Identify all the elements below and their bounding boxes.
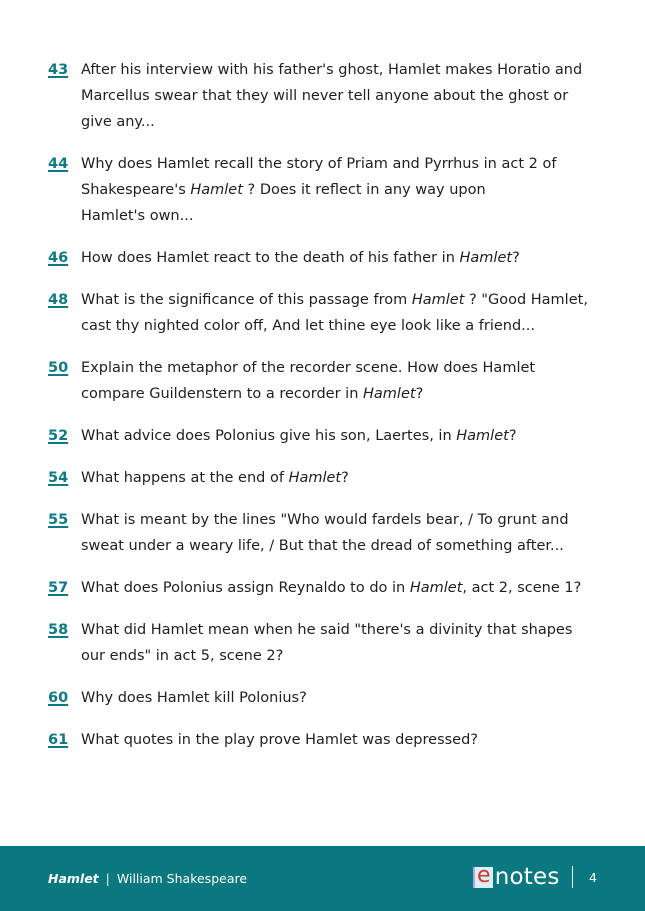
footer-brand xyxy=(473,862,597,890)
question-item[interactable] xyxy=(48,575,608,601)
footer-separator: | xyxy=(105,871,110,886)
question-text[interactable]: What is meant by the lines "Who would fardels bear, / To grunt and sweat under a weary life, / But that the dread of something after... xyxy=(81,512,569,554)
question-number-link[interactable]: 48 xyxy=(48,292,69,308)
question-item[interactable] xyxy=(48,423,608,449)
footer-author: William Shakespeare xyxy=(116,871,248,886)
question-text[interactable]: After his interview with his father's ghost, Hamlet makes Horatio and Marcellus swear that they will never tell anyone about the ghost or give any... xyxy=(81,62,583,130)
question-number-link[interactable]: 44 xyxy=(48,156,69,172)
footer-book-info xyxy=(48,871,247,886)
question-item[interactable] xyxy=(48,727,608,753)
question-text[interactable]: What did Hamlet mean when he said "there's a divinity that shapes our ends" in act 5, scene 2? xyxy=(81,622,573,664)
question-number-link[interactable]: 46 xyxy=(48,250,69,266)
question-text[interactable]: Explain the metaphor of the recorder scene. How does Hamlet compare Guildenstern to a recorder in Hamlet? xyxy=(81,360,536,402)
question-number-link[interactable]: 57 xyxy=(48,580,69,596)
question-item[interactable] xyxy=(48,465,608,491)
question-item[interactable] xyxy=(48,151,608,229)
footer-book-title: Hamlet xyxy=(48,871,99,886)
question-number-link[interactable]: 60 xyxy=(48,690,69,706)
question-text[interactable]: What does Polonius assign Reynaldo to do in Hamlet, act 2, scene 1? xyxy=(81,580,582,596)
question-text[interactable]: Why does Hamlet kill Polonius? xyxy=(81,690,307,706)
question-text[interactable]: How does Hamlet react to the death of his father in Hamlet? xyxy=(81,250,520,266)
question-text[interactable]: Why does Hamlet recall the story of Priam and Pyrrhus in act 2 of Shakespeare's Hamlet ? Does it reflect in any way upon Hamlet's own... xyxy=(81,156,557,224)
question-text[interactable]: What quotes in the play prove Hamlet was depressed? xyxy=(81,732,479,748)
page-footer xyxy=(0,846,645,911)
question-number-link[interactable]: 52 xyxy=(48,428,69,444)
footer-divider xyxy=(572,866,574,888)
enotes-logo-text: notes xyxy=(494,864,560,890)
enotes-logo-e-icon: e xyxy=(473,867,493,888)
question-text[interactable]: What is the significance of this passage from Hamlet ? "Good Hamlet, cast thy nighted color off, And let thine eye look like a friend... xyxy=(81,292,588,334)
question-item[interactable] xyxy=(48,57,608,135)
question-number-link[interactable]: 61 xyxy=(48,732,69,748)
question-number-link[interactable]: 54 xyxy=(48,470,69,486)
question-text[interactable]: What advice does Polonius give his son, Laertes, in Hamlet? xyxy=(81,428,517,444)
question-item[interactable] xyxy=(48,287,608,339)
question-item[interactable] xyxy=(48,355,608,407)
question-item[interactable] xyxy=(48,507,608,559)
question-number-link[interactable]: 43 xyxy=(48,62,69,78)
question-number-link[interactable]: 50 xyxy=(48,360,69,376)
question-item[interactable] xyxy=(48,245,608,271)
question-item[interactable] xyxy=(48,685,608,711)
enotes-logo[interactable] xyxy=(473,862,560,890)
question-item[interactable] xyxy=(48,617,608,669)
question-text[interactable]: What happens at the end of Hamlet? xyxy=(81,470,349,486)
question-number-link[interactable]: 55 xyxy=(48,512,69,528)
question-number-link[interactable]: 58 xyxy=(48,622,69,638)
page-number: 4 xyxy=(589,869,597,885)
